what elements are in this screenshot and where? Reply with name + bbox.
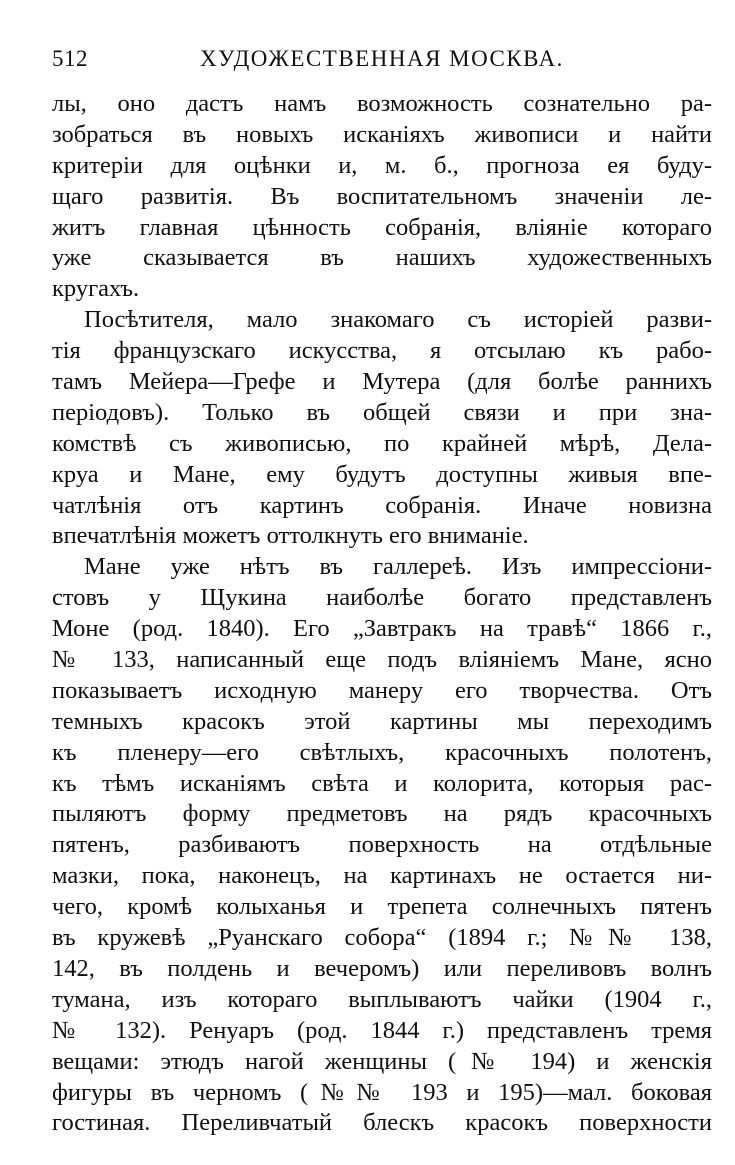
text-line: вещами: этюдъ нагой женщины (№ 194) и женскія — [52, 1047, 712, 1075]
text-line: пятенъ, разбиваютъ поверхность на отдѣльные — [52, 831, 712, 859]
text-line: въ кружевѣ „Руанскаго собора“ (1894 г.; №№ 138, — [52, 924, 712, 952]
text-line: комствѣ съ живописью, по крайней мѣрѣ, Дела- — [52, 429, 712, 457]
running-title: ХУДОЖЕСТВЕННАЯ МОСКВА. — [200, 46, 564, 71]
text-line: чего, кромѣ колыханья и трепета солнечныхъ пятенъ — [52, 893, 712, 921]
text-line: критеріи для оцѣнки и, м. б., прогноза ея буду- — [52, 151, 712, 179]
text-line: къ тѣмъ исканіямъ свѣта и колорита, которыя рас- — [52, 769, 712, 797]
text-line: № 133, написанный еще подъ вліяніемъ Мане, ясно — [52, 646, 712, 674]
text-line: темныхъ красокъ этой картины мы переходимъ — [52, 707, 712, 735]
text-line: гостиная. Переливчатый блескъ красокъ поверхности — [52, 1109, 712, 1137]
text-line: фигуры въ черномъ (№№ 193 и 195)—мал. боковая — [52, 1078, 712, 1106]
text-line: щаго развитія. Въ воспитательномъ значеніи ле- — [52, 182, 712, 210]
book-page — [52, 40, 712, 1139]
text-line: чатлѣнія отъ картинъ собранія. Иначе новизна — [52, 491, 712, 519]
text-line: пыляютъ форму предметовъ на рядъ красочныхъ — [52, 800, 712, 828]
text-line: стовъ у Щукина наиболѣе богато представленъ — [52, 584, 712, 612]
text-line: показываетъ исходную манеру его творчества. Отъ — [52, 676, 712, 704]
text-line: зобраться въ новыхъ исканіяхъ живописи и найти — [52, 120, 712, 148]
body-text — [52, 89, 712, 1139]
text-line: 142, въ полдень и вечеромъ) или переливовъ волнъ — [52, 954, 712, 982]
text-line: лы, оно дастъ намъ возможность сознательно ра- — [52, 90, 712, 117]
text-line: кругахъ. — [52, 275, 140, 303]
text-line: Посѣтителя, мало знакомаго съ исторіей разви- — [84, 306, 712, 334]
page-number: 512 — [52, 46, 88, 71]
text-line: впечатлѣнія можетъ оттолкнуть его вниманіе. — [52, 522, 529, 550]
text-line: уже сказывается въ нашихъ художественныхъ — [52, 244, 712, 272]
text-line: Мане уже нѣтъ въ галлереѣ. Изъ импрессіони- — [84, 553, 712, 581]
text-line: житъ главная цѣнность собранія, вліяніе котораго — [52, 213, 712, 241]
text-line: № 132). Ренуаръ (род. 1844 г.) представленъ тремя — [52, 1016, 712, 1044]
text-line: Моне (род. 1840). Его „Завтракъ на травѣ“ 1866 г., — [52, 615, 712, 643]
text-line: тумана, изъ котораго выплываютъ чайки (1904 г., — [52, 985, 712, 1013]
text-line: къ пленеру—его свѣтлыхъ, красочныхъ полотенъ, — [52, 738, 712, 766]
text-line: тія французскаго искусства, я отсылаю къ рабо- — [52, 337, 712, 365]
text-line: круа и Мане, ему будутъ доступны живыя впе- — [52, 460, 712, 488]
text-line: періодовъ). Только въ общей связи и при зна- — [52, 398, 712, 426]
running-header — [52, 40, 712, 76]
text-line: мазки, пока, наконецъ, на картинахъ не остается ни- — [52, 862, 712, 890]
text-line: тамъ Мейера—Грефе и Мутера (для болѣе раннихъ — [52, 368, 712, 396]
